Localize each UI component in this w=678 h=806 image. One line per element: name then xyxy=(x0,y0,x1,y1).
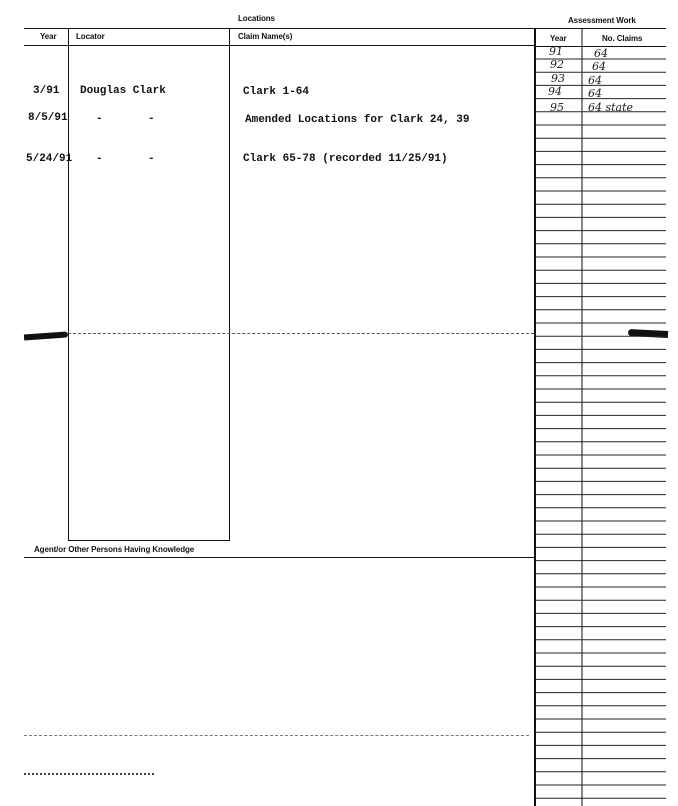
assessment-claims: 64 xyxy=(588,87,602,100)
location-locator-dash: - xyxy=(148,153,155,165)
location-locator-dash: - xyxy=(96,113,103,125)
assessment-claims: 64 xyxy=(588,74,602,87)
col-no-claims-header: No. Claims xyxy=(602,34,643,43)
bottom-dashed-rule-2 xyxy=(24,773,154,775)
locations-title: Locations xyxy=(238,14,275,23)
assessment-title: Assessment Work xyxy=(568,16,636,25)
location-locator: Douglas Clark xyxy=(80,85,166,97)
header-bottom-rule xyxy=(24,45,534,46)
assessment-claims: 64 xyxy=(592,60,606,73)
location-year: 8/5/91 xyxy=(28,112,68,124)
agent-section-label: Agent/or Other Persons Having Knowledge xyxy=(34,545,195,554)
locator-claims-divider xyxy=(229,28,230,540)
location-locator-dash: - xyxy=(148,113,155,125)
assessment-year: 95 xyxy=(550,101,564,114)
agent-section-rule xyxy=(24,557,534,558)
assessment-grid xyxy=(535,0,678,806)
col-year-header: Year xyxy=(40,32,57,41)
year-locator-divider xyxy=(68,28,69,540)
location-year: 5/24/91 xyxy=(26,153,73,165)
assessment-year: 92 xyxy=(550,58,564,71)
left-black-mark xyxy=(24,331,68,340)
assessment-claims: 64 xyxy=(594,47,608,60)
location-claims: Clark 65-78 (recorded 11/25/91) xyxy=(243,153,448,165)
col-claim-names-header: Claim Name(s) xyxy=(238,32,293,41)
location-claims: Amended Locations for Clark 24, 39 xyxy=(245,114,470,126)
location-year: 3/91 xyxy=(33,85,60,97)
assessment-year: 93 xyxy=(551,72,565,85)
col-locator-header: Locator xyxy=(76,32,105,41)
assessment-claims: 64 state xyxy=(588,101,634,114)
col-assess-year-header: Year xyxy=(550,34,567,43)
assessment-year: 91 xyxy=(549,45,563,58)
location-claims: Clark 1-64 xyxy=(243,86,310,98)
midline-dashed-rule xyxy=(68,333,534,334)
bottom-dashed-rule-1 xyxy=(24,735,529,736)
assessment-year: 94 xyxy=(548,85,562,98)
location-locator-dash: - xyxy=(96,153,103,165)
locations-bottom-rule xyxy=(68,540,230,541)
